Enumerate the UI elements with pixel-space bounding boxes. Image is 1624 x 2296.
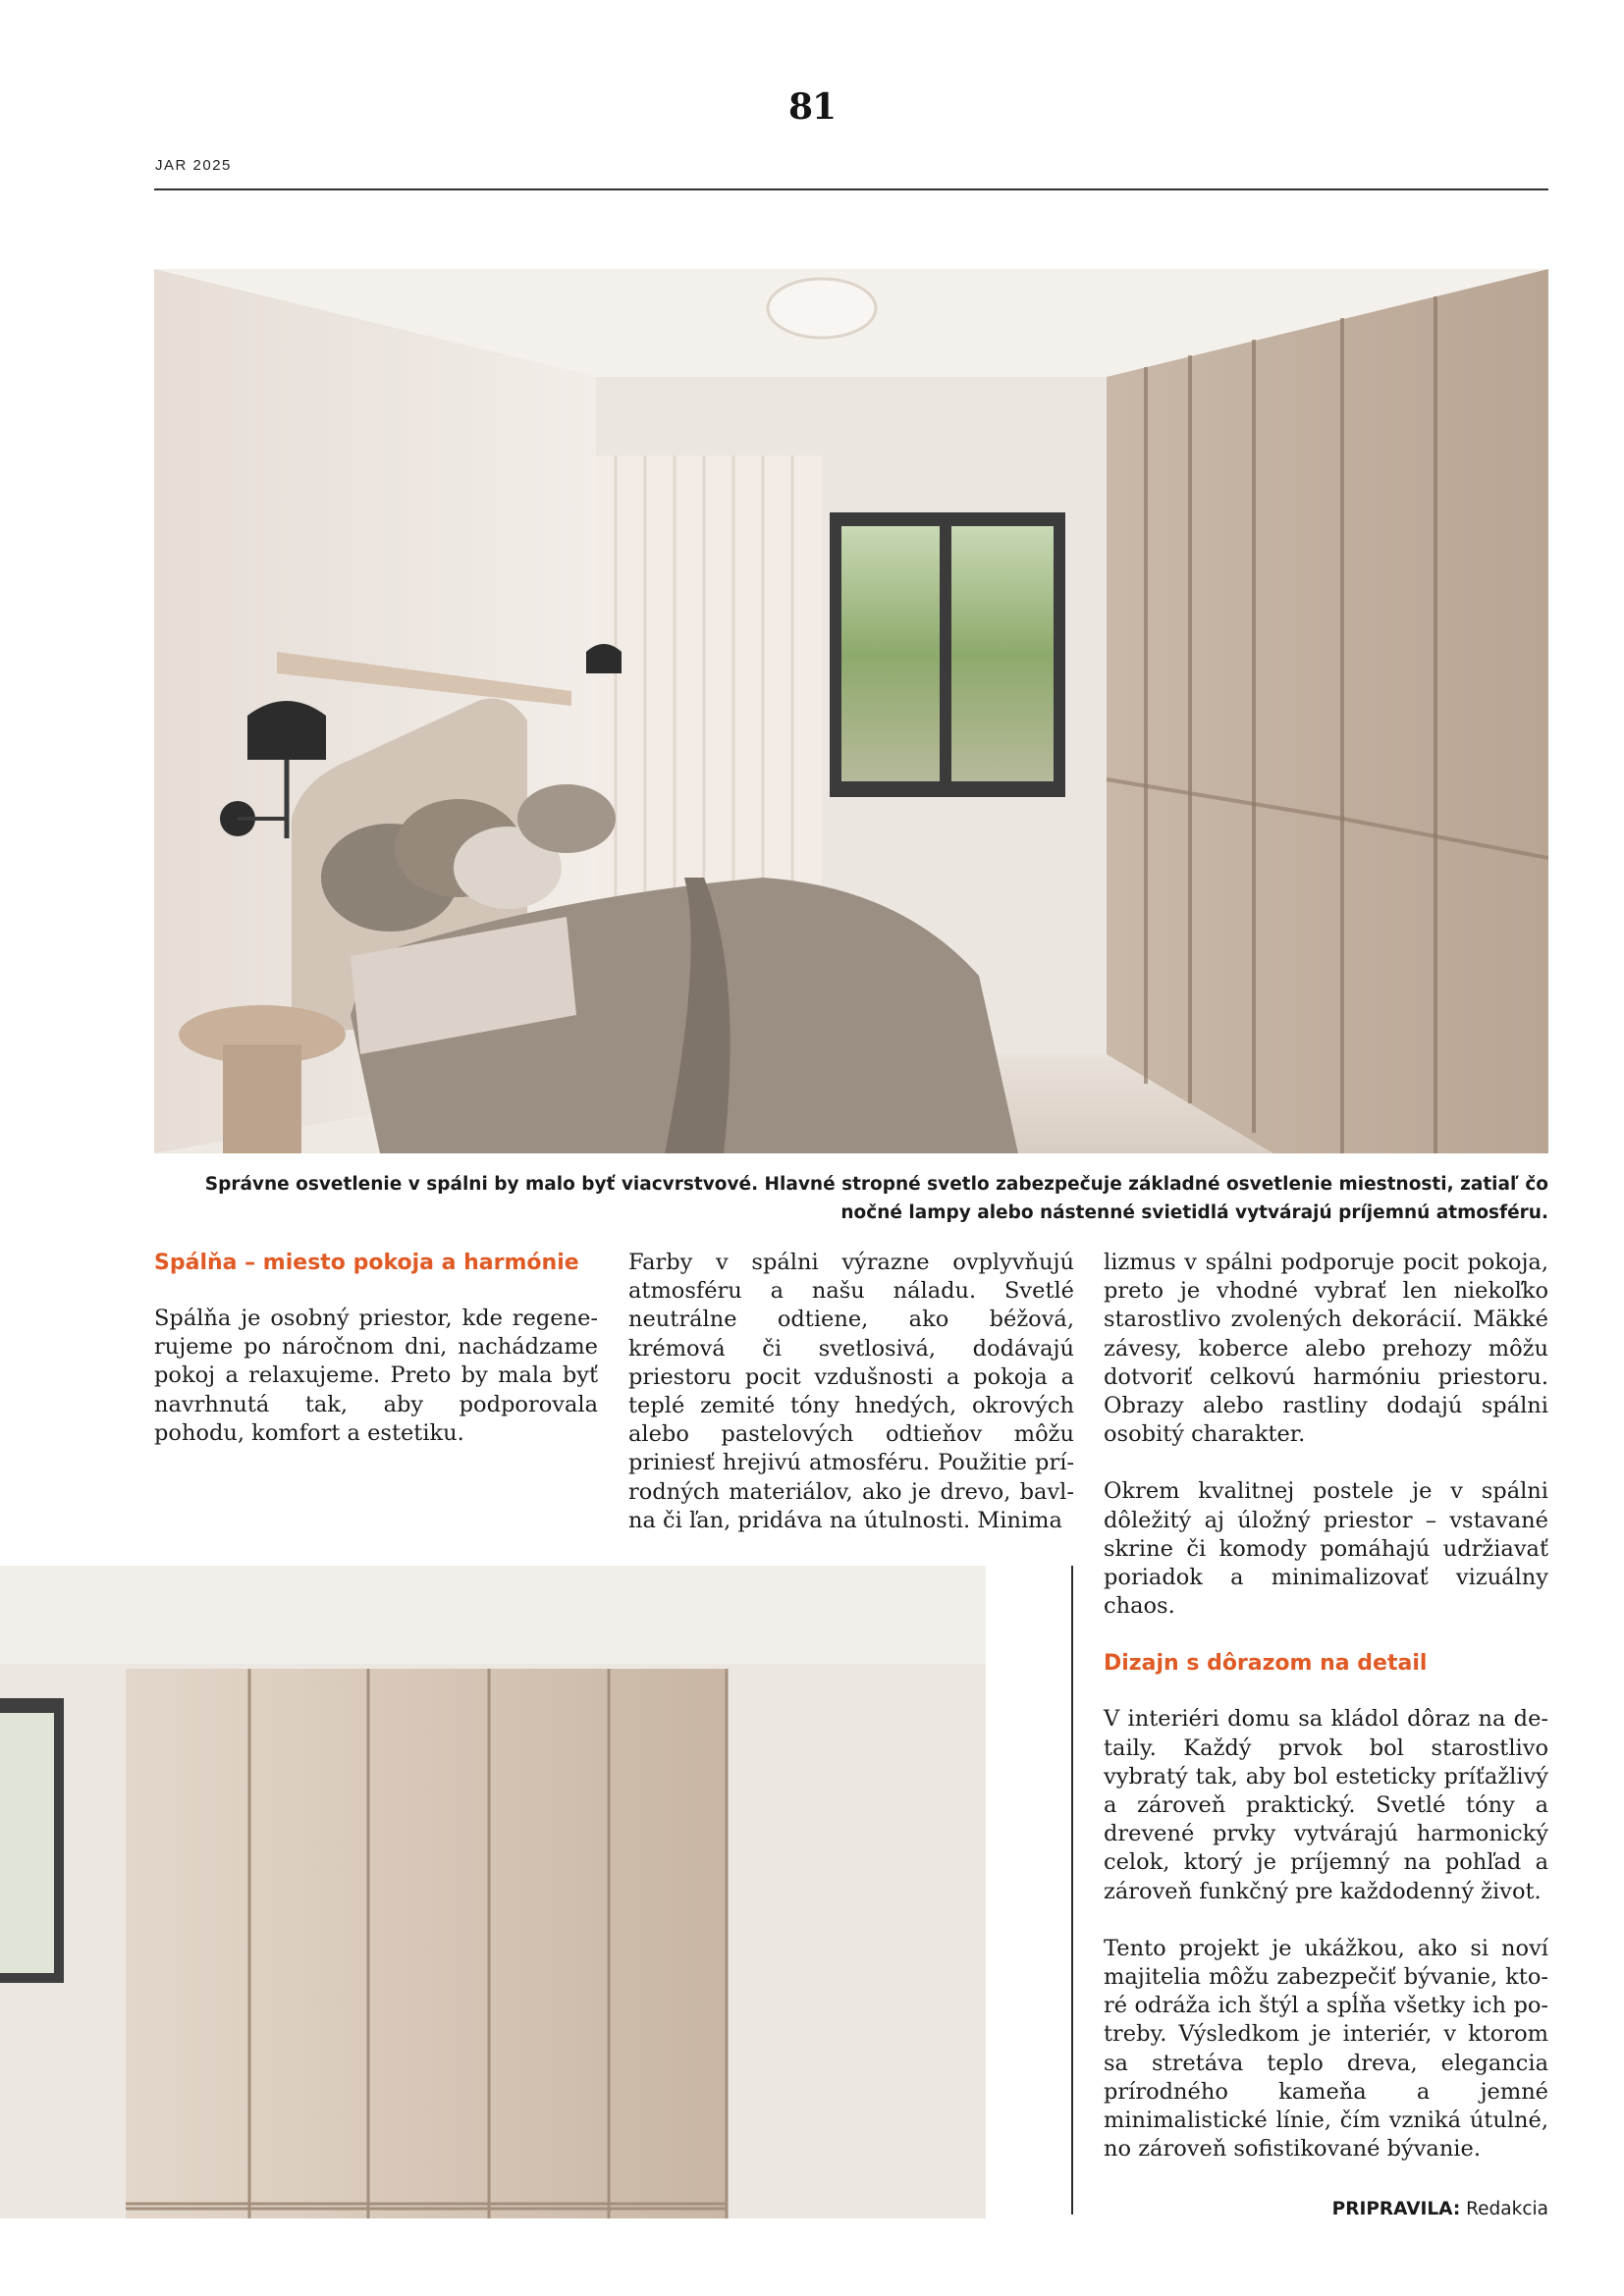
wardrobe-photo-illustration [0,1566,986,2218]
article-credit [1332,2199,1548,2219]
body-paragraph: Tento projekt je ukážkou, ako si noví majitelia môžu zabezpečiť bývanie, ktoré odráža ich štýl a spĺňa všetky ich potreby. Výsledkom je interiér, v ktorom sa stretáva teplo dreva, elegancia prírodného kameňa a jemné minimalistické línie, čím vzniká útulné, no zároveň sofistikované bývanie. [1104,1935,1548,2163]
article-column-2 [628,1249,1074,1564]
issue-label: JAR 2025 [155,157,232,174]
photo-caption: Správne osvetlenie v spálni by malo byť viacvrstvové. Hlavné stropné svetlo zabezpečuje základné osvetlenie miestnosti, zatiaľ čo nočné lampy alebo nástenné svietidlá vytvárajú príjemnú atmosféru. [204,1174,1548,1223]
bedroom-photo [154,269,1548,1153]
column-divider [1071,1566,1073,2215]
body-paragraph: Okrem kvalitnej postele je v spálni dôležitý aj úložný priestor – vstavané skrine či komody pomáhajú udržiavať poriadok a minimalizovať vizuálny chaos. [1104,1478,1548,1620]
body-paragraph: lizmus v spálni podporuje pocit pokoja, preto je vhodné vybrať len niekoľko starostlivo zvolených dekorácií. Mäkké závesy, koberce alebo prehozy môžu dotvoriť celkovú harmóniu priestoru. Obrazy alebo rastliny dodajú spálni osobitý charakter. [1104,1250,1548,1448]
body-paragraph: Farby v spálni výrazne ovplyvňujú atmosféru a našu náladu. Svetlé neutrálne odtiene, ako béžová, krémová či svetlosivá, dodávajú priestoru pocit vzdušnosti a pokoja a teplé zemité tóny hnedých, okrových alebo pastelových odtieňov môžu priniesť hrejivú atmosféru. Použitie prírodných materiálov, ako je drevo, bavlna či ľan, pridáva na útulnosti. Minima [628,1250,1074,1533]
section-heading: Spálňa – miesto pokoja a harmónie [154,1251,579,1275]
page-number: 81 [787,86,837,128]
credit-label: PRIPRAVILA: [1331,2199,1461,2219]
body-paragraph: Spálňa je osobný priestor, kde regenerujeme po náročnom dni, nachádzame pokoj a relaxujeme. Preto by mala byť navrhnutá tak, aby podporovala pohodu, komfort a estetiku. [154,1306,598,1446]
wardrobe-photo [0,1566,986,2218]
bedroom-photo-illustration [154,269,1548,1153]
credit-name: Redakcia [1466,2199,1548,2219]
header-divider [154,188,1548,190]
article-column-1 [154,1249,598,1476]
article-column-3 [1104,1249,1548,2192]
section-heading: Dizajn s dôrazom na detail [1104,1651,1428,1677]
body-paragraph: V interiéri domu sa kládol dôraz na detaily. Každý prvok bol starostlivo vybratý tak, aby bol esteticky príťažlivý a zároveň praktický. Svetlé tóny a drevené prvky vytvárajú harmonický celok, ktorý je príjemný na pohľad a zároveň funkčný pre každodenný život. [1104,1706,1548,1904]
